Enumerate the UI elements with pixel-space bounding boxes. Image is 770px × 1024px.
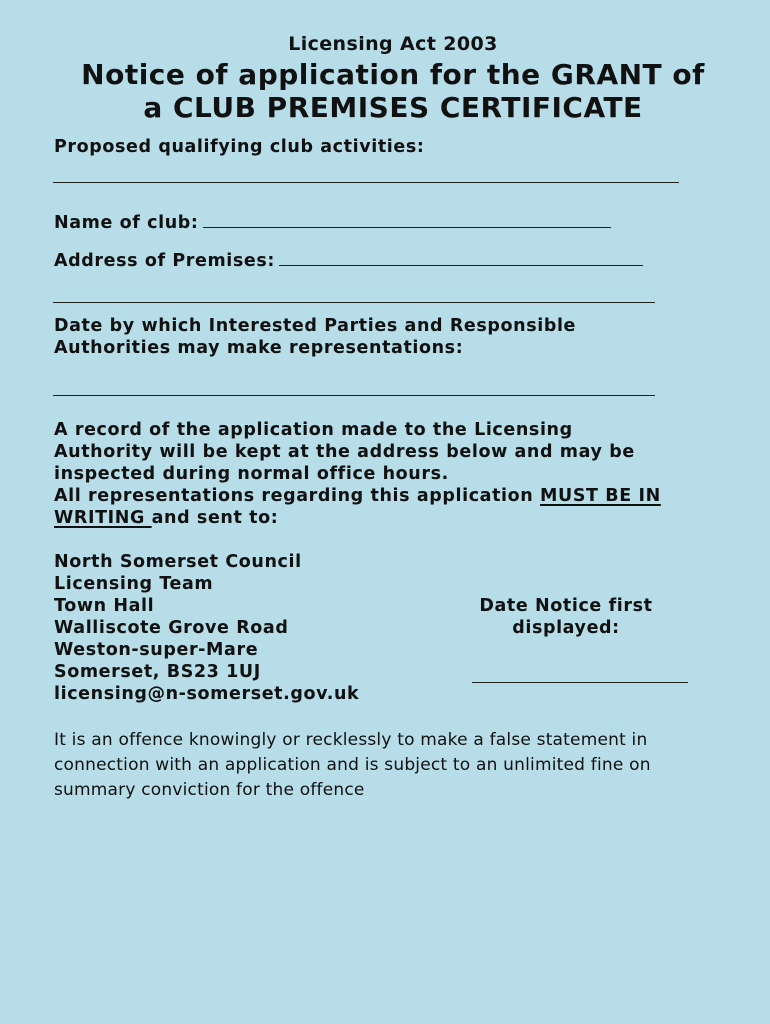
address-line: Walliscote Grove Road — [54, 618, 289, 638]
address-line: Town Hall — [54, 596, 155, 616]
activities-blank-line — [53, 182, 679, 183]
record-line-2: Authority will be kept at the address below and may be — [54, 442, 635, 462]
page-title — [0, 58, 770, 124]
act-heading: Licensing Act 2003 — [288, 33, 498, 55]
club-name-row — [54, 212, 611, 234]
licensing-email: licensing@n-somerset.gov.uk — [54, 684, 360, 704]
address-blank-line — [279, 251, 643, 266]
address-blank-line-2 — [53, 302, 655, 303]
offence-warning — [54, 728, 651, 803]
club-name-blank-line — [203, 213, 611, 228]
record-line-4 — [54, 485, 661, 507]
representations-label — [54, 315, 576, 359]
address-line: Weston-super-Mare — [54, 640, 259, 660]
club-name-label: Name of club: — [54, 213, 199, 233]
record-line-1: A record of the application made to the Licensing — [54, 420, 573, 440]
record-line-3: inspected during normal office hours. — [54, 464, 449, 484]
offence-line-3: summary conviction for the offence — [54, 780, 365, 800]
date-notice-line-1: Date Notice first — [479, 596, 653, 616]
title-line-2: a CLUB PREMISES CERTIFICATE — [143, 91, 643, 124]
address-label: Address of Premises: — [54, 251, 276, 271]
writing-emphasis: WRITING — [54, 508, 152, 528]
address-line: Somerset, BS23 1UJ — [54, 662, 261, 682]
address-line: North Somerset Council — [54, 552, 302, 572]
record-paragraph — [54, 419, 661, 529]
record-line-5 — [54, 507, 661, 529]
title-line-1: Notice of application for the GRANT of — [81, 58, 705, 91]
address-row — [54, 250, 643, 272]
offence-line-2: connection with an application and is subject to an unlimited fine on — [54, 755, 651, 775]
address-line: Licensing Team — [54, 574, 214, 594]
representations-blank-line — [53, 395, 655, 396]
council-address — [54, 551, 359, 705]
representations-line-2: Authorities may make representations: — [54, 338, 464, 358]
activities-label: Proposed qualifying club activities: — [54, 137, 425, 157]
must-be-in-emphasis: MUST BE IN — [540, 486, 661, 506]
record-line-4-prefix: All representations regarding this application — [54, 486, 541, 506]
record-line-5-suffix: and sent to: — [151, 508, 279, 528]
date-notice-blank-line — [472, 682, 688, 683]
date-notice-line-2: displayed: — [512, 618, 620, 638]
representations-line-1: Date by which Interested Parties and Responsible — [54, 316, 577, 336]
offence-line-1: It is an offence knowingly or recklessly to make a false statement in — [54, 730, 648, 750]
date-notice-label — [472, 595, 660, 639]
